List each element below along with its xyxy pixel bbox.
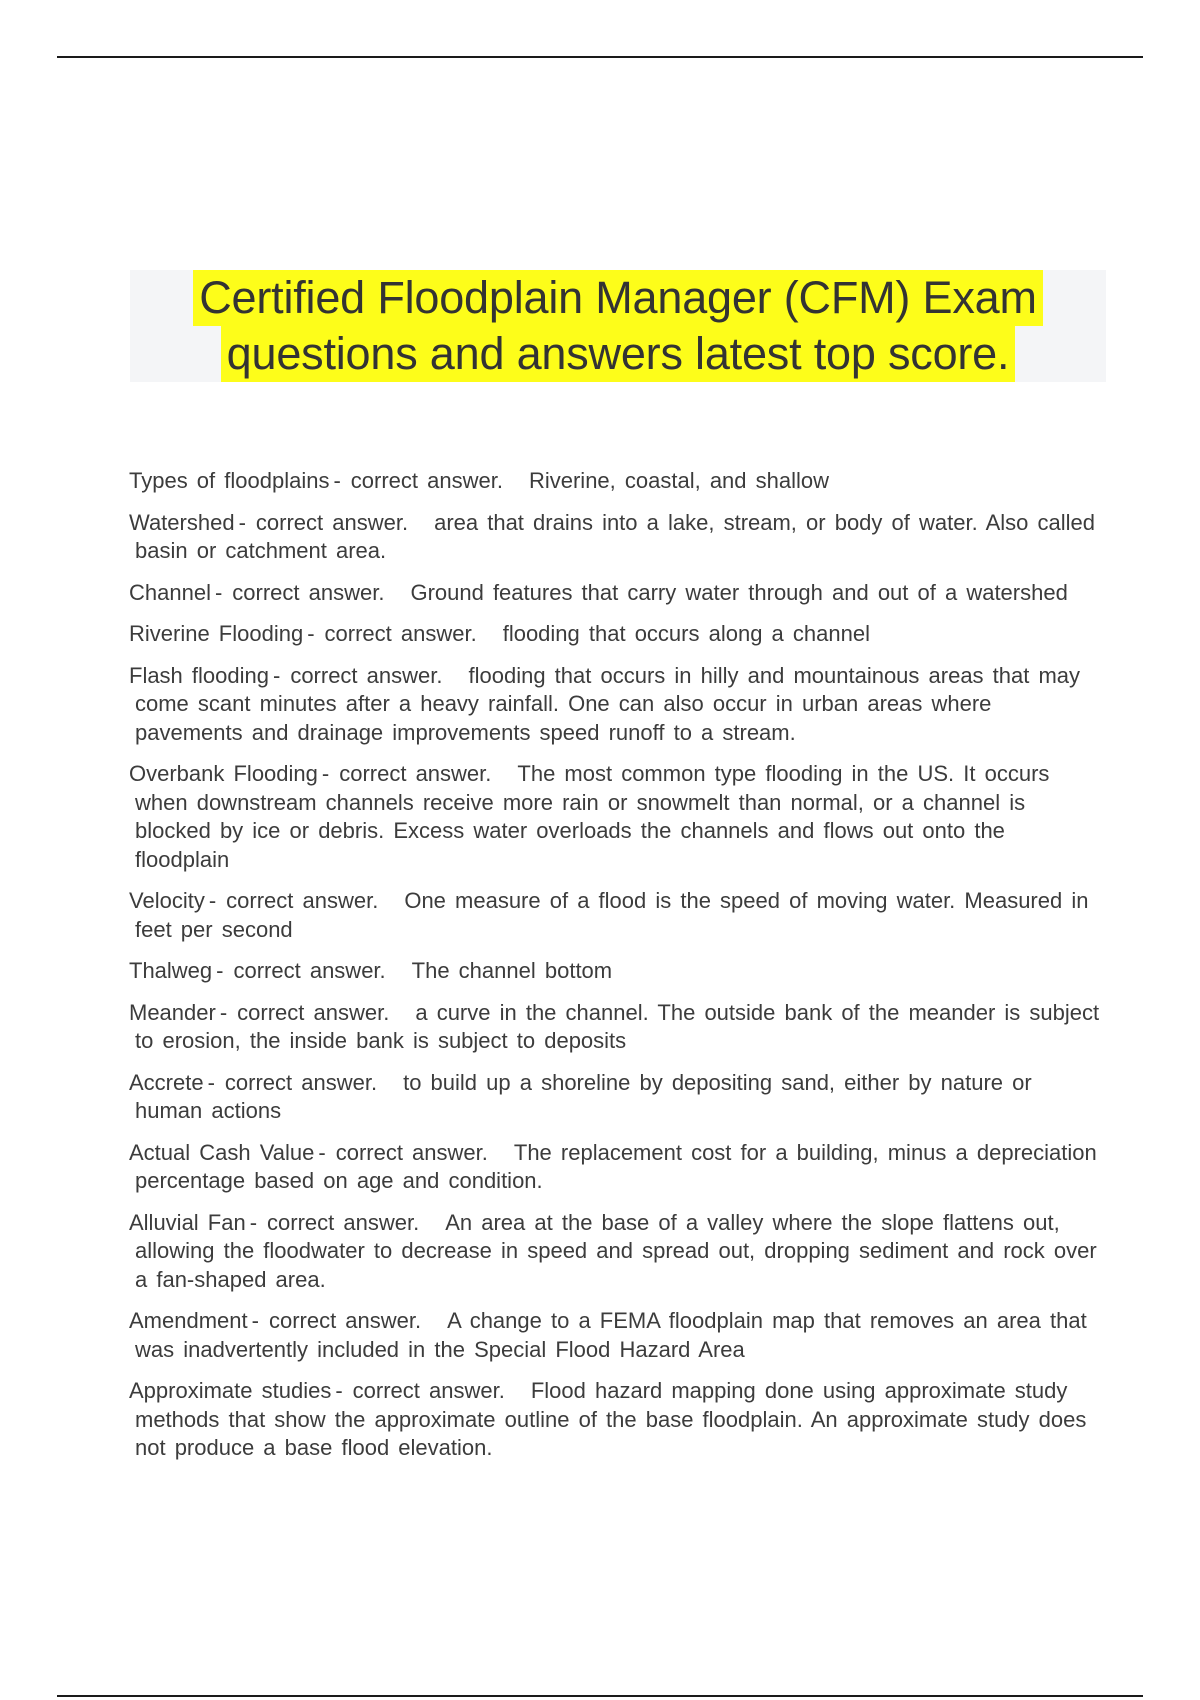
qa-term: Accrete [129,1069,204,1095]
qa-answer-marker: correct answer. [224,1069,378,1095]
qa-entry [129,579,1104,608]
qa-answer: One measure of a flood is the speed of moving water. Measured in feet per second [135,888,1089,942]
qa-term: Approximate studies [129,1378,332,1403]
qa-entry [129,662,1104,748]
title-block [130,270,1106,382]
qa-term: Types of floodplains [129,468,330,493]
qa-separator: - [214,579,223,605]
qa-separator: - [272,662,281,688]
qa-answer-marker: correct answer. [290,662,443,688]
qa-answer: flooding that occurs in hilly and mountainous areas that may come scant minutes after a heavy rainfall. One can also occur in urban areas where pavements and drainage improvements speed runoff to a stream. [135,662,1081,745]
qa-term: Actual Cash Value [129,1139,315,1165]
document-title-line-1: Certified Floodplain Manager (CFM) Exam [193,270,1043,326]
qa-entry [129,1069,1104,1126]
qa-term: Riverine Flooding [129,621,304,646]
qa-term: Velocity [129,888,205,913]
qa-separator: - [208,888,217,913]
qa-answer-marker: correct answer. [237,999,390,1025]
qa-answer: A change to a FEMA floodplain map that removes an area that was inadvertently included in the Special Flood Hazard Area [135,1308,1087,1362]
qa-list [129,467,1104,1476]
qa-answer: The most common type flooding in the US. It occurs when downstream channels receive more rain or snowmelt than normal, or a channel is blocked by ice or debris. Excess water overloads the channels and flows out onto the floodplain [135,761,1050,872]
qa-answer-marker: correct answer. [339,761,492,786]
qa-entry [129,1209,1104,1295]
qa-entry [129,467,1104,496]
qa-term: Alluvial Fan [129,1209,246,1235]
qa-answer-marker: correct answer. [335,1139,488,1165]
qa-entry [129,760,1104,874]
qa-separator: - [318,1139,326,1165]
qa-term: Flash flooding [129,662,269,688]
qa-answer-marker: correct answer. [233,958,386,983]
qa-term: Overbank Flooding [129,761,318,786]
document-title-line-2: questions and answers latest top score. [221,326,1016,382]
qa-term: Channel [129,579,211,605]
qa-separator: - [249,1209,258,1235]
qa-answer: Flood hazard mapping done using approximate study methods that show the approximate outline of the base floodplain. An approximate study does not produce a base flood elevation. [135,1378,1087,1460]
qa-answer: area that drains into a lake, stream, or body of water. Also called basin or catchment area. [135,509,1095,563]
qa-entry [129,1139,1104,1196]
qa-entry [129,1377,1104,1463]
qa-separator: - [251,1308,259,1333]
qa-term: Thalweg [129,958,213,983]
qa-answer: The channel bottom [411,958,613,983]
qa-answer: to build up a shoreline by depositing sand, either by nature or human actions [135,1069,1032,1123]
footer-rule [57,1695,1143,1697]
qa-entry [129,957,1104,986]
header-rule [57,56,1143,58]
qa-answer-marker: correct answer. [352,1378,505,1403]
qa-answer: flooding that occurs along a channel [502,621,870,646]
qa-separator: - [307,621,315,646]
qa-separator: - [219,999,228,1025]
qa-answer: Ground features that carry water through and out of a watershed [410,579,1068,605]
qa-entry [129,620,1104,649]
qa-answer-marker: correct answer. [324,621,477,646]
qa-separator: - [207,1069,215,1095]
qa-answer-marker: correct answer. [268,1308,422,1333]
qa-entry [129,509,1104,566]
qa-term: Amendment [129,1308,248,1333]
qa-answer: Riverine, coastal, and shallow [528,468,830,493]
qa-answer: An area at the base of a valley where the slope flattens out, allowing the floodwater to decrease in speed and spread out, dropping sediment and rock over a fan-shaped area. [135,1209,1097,1292]
qa-answer-marker: correct answer. [232,579,385,605]
qa-answer: a curve in the channel. The outside bank of the meander is subject to erosion, the inside bank is subject to deposits [135,999,1100,1053]
qa-entry [129,887,1104,944]
qa-entry [129,999,1104,1056]
qa-answer-marker: correct answer. [267,1209,420,1235]
qa-answer-marker: correct answer. [255,509,409,535]
qa-separator: - [333,468,341,493]
qa-term: Watershed [129,509,235,535]
qa-answer: The replacement cost for a building, minus a depreciation percentage based on age and condition. [135,1139,1097,1193]
qa-entry [129,1307,1104,1364]
qa-answer-marker: correct answer. [226,888,379,913]
qa-separator: - [321,761,330,786]
qa-separator: - [335,1378,343,1403]
qa-answer-marker: correct answer. [350,468,503,493]
qa-term: Meander [129,999,216,1025]
qa-separator: - [216,958,224,983]
qa-separator: - [238,509,246,535]
